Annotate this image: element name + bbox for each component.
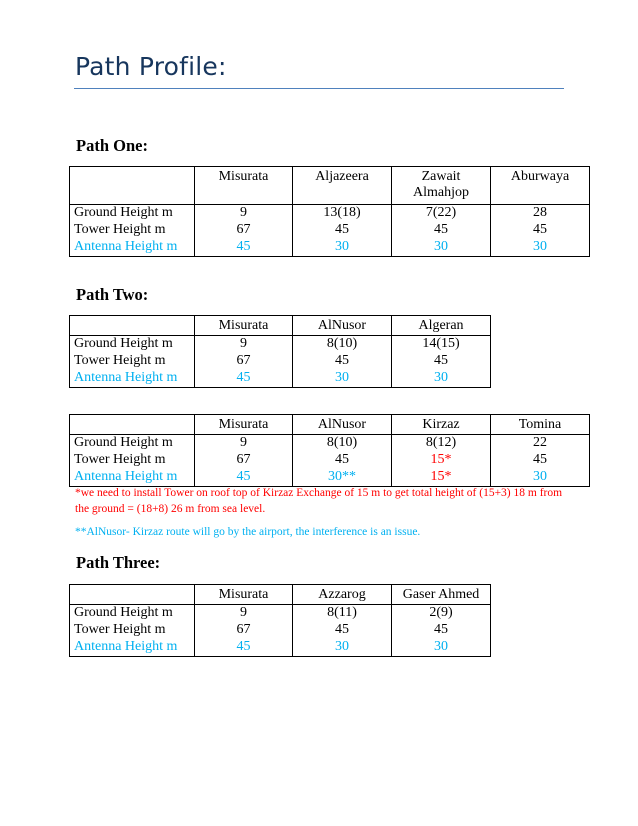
site-header: Misurata — [195, 316, 293, 336]
table-header-row — [70, 167, 590, 205]
value-cell: 30 — [293, 370, 392, 388]
header-blank-cell — [70, 316, 195, 336]
table-row — [70, 639, 491, 657]
value-cell: 7(22) — [392, 205, 491, 223]
kirzaz-tower-note: *we need to install Tower on roof top of Kirzaz Exchange of 15 m to get total height of (15+3) 18 m from the ground = (18+8) 26 m from sea level. — [75, 487, 563, 515]
header-blank-cell — [70, 167, 195, 205]
value-cell: 9 — [195, 205, 293, 223]
table-row — [70, 605, 491, 623]
value-cell: 45 — [491, 222, 590, 239]
header-blank-cell — [70, 585, 195, 605]
site-header: Aburwaya — [491, 167, 590, 205]
row-label: Tower Height m — [70, 353, 195, 370]
row-label: Ground Height m — [70, 336, 195, 354]
table-row — [70, 239, 590, 257]
value-cell: 45 — [293, 353, 392, 370]
row-label: Tower Height m — [70, 452, 195, 469]
value-cell: 45 — [392, 222, 491, 239]
value-cell: 22 — [491, 435, 590, 453]
table-row — [70, 205, 590, 223]
table-row — [70, 469, 590, 487]
table-header-row — [70, 316, 491, 336]
value-cell: 8(11) — [293, 605, 392, 623]
site-header: Gaser Ahmed — [392, 585, 491, 605]
value-cell: 67 — [195, 222, 293, 239]
path-three-table — [69, 584, 491, 657]
value-cell: 8(12) — [392, 435, 491, 453]
value-cell: 45 — [195, 239, 293, 257]
row-label: Tower Height m — [70, 222, 195, 239]
value-cell: 15* — [392, 469, 491, 487]
value-cell: 30 — [293, 639, 392, 657]
header-blank-cell — [70, 415, 195, 435]
table-row — [70, 222, 590, 239]
page-title: Path Profile: — [75, 52, 227, 81]
value-cell: 30 — [392, 639, 491, 657]
value-cell: 45 — [293, 452, 392, 469]
table-row — [70, 336, 491, 354]
site-header: AlNusor — [293, 415, 392, 435]
value-cell: 30 — [293, 239, 392, 257]
site-header: Misurata — [195, 415, 293, 435]
value-cell: 30** — [293, 469, 392, 487]
row-label: Ground Height m — [70, 205, 195, 223]
table-row — [70, 622, 491, 639]
value-cell: 67 — [195, 622, 293, 639]
table-row — [70, 435, 590, 453]
value-cell: 67 — [195, 353, 293, 370]
site-header: Aljazeera — [293, 167, 392, 205]
row-label: Ground Height m — [70, 435, 195, 453]
value-cell: 45 — [392, 353, 491, 370]
table-row — [70, 353, 491, 370]
value-cell: 2(9) — [392, 605, 491, 623]
path-one-table — [69, 166, 590, 257]
row-label: Tower Height m — [70, 622, 195, 639]
value-cell: 9 — [195, 336, 293, 354]
site-header: Azzarog — [293, 585, 392, 605]
table-row — [70, 370, 491, 388]
path-three-heading: Path Three: — [76, 553, 161, 572]
value-cell: 45 — [293, 222, 392, 239]
airport-interference-note: **AlNusor- Kirzaz route will go by the airport, the interference is an issue. — [75, 526, 421, 538]
site-header: Zawait Almahjop — [392, 167, 491, 205]
table-row — [70, 452, 590, 469]
value-cell: 45 — [195, 639, 293, 657]
path-two-table-b — [69, 414, 590, 487]
path-two-table-a — [69, 315, 491, 388]
value-cell: 45 — [195, 370, 293, 388]
value-cell: 13(18) — [293, 205, 392, 223]
path-two-heading: Path Two: — [76, 285, 149, 304]
site-header: Misurata — [195, 585, 293, 605]
title-divider — [74, 88, 564, 89]
value-cell: 8(10) — [293, 435, 392, 453]
value-cell: 67 — [195, 452, 293, 469]
site-header: Misurata — [195, 167, 293, 205]
value-cell: 30 — [392, 239, 491, 257]
row-label: Antenna Height m — [70, 370, 195, 388]
table-header-row — [70, 585, 491, 605]
value-cell: 45 — [491, 452, 590, 469]
site-header: AlNusor — [293, 316, 392, 336]
value-cell: 45 — [293, 622, 392, 639]
value-cell: 14(15) — [392, 336, 491, 354]
value-cell: 28 — [491, 205, 590, 223]
row-label: Antenna Height m — [70, 639, 195, 657]
value-cell: 30 — [392, 370, 491, 388]
site-header: Algeran — [392, 316, 491, 336]
value-cell: 9 — [195, 605, 293, 623]
value-cell: 30 — [491, 239, 590, 257]
table-header-row — [70, 415, 590, 435]
row-label: Ground Height m — [70, 605, 195, 623]
row-label: Antenna Height m — [70, 239, 195, 257]
value-cell: 8(10) — [293, 336, 392, 354]
value-cell: 45 — [195, 469, 293, 487]
value-cell: 30 — [491, 469, 590, 487]
value-cell: 45 — [392, 622, 491, 639]
value-cell: 15* — [392, 452, 491, 469]
path-one-heading: Path One: — [76, 136, 148, 155]
site-header: Tomina — [491, 415, 590, 435]
site-header: Kirzaz — [392, 415, 491, 435]
value-cell: 9 — [195, 435, 293, 453]
row-label: Antenna Height m — [70, 469, 195, 487]
